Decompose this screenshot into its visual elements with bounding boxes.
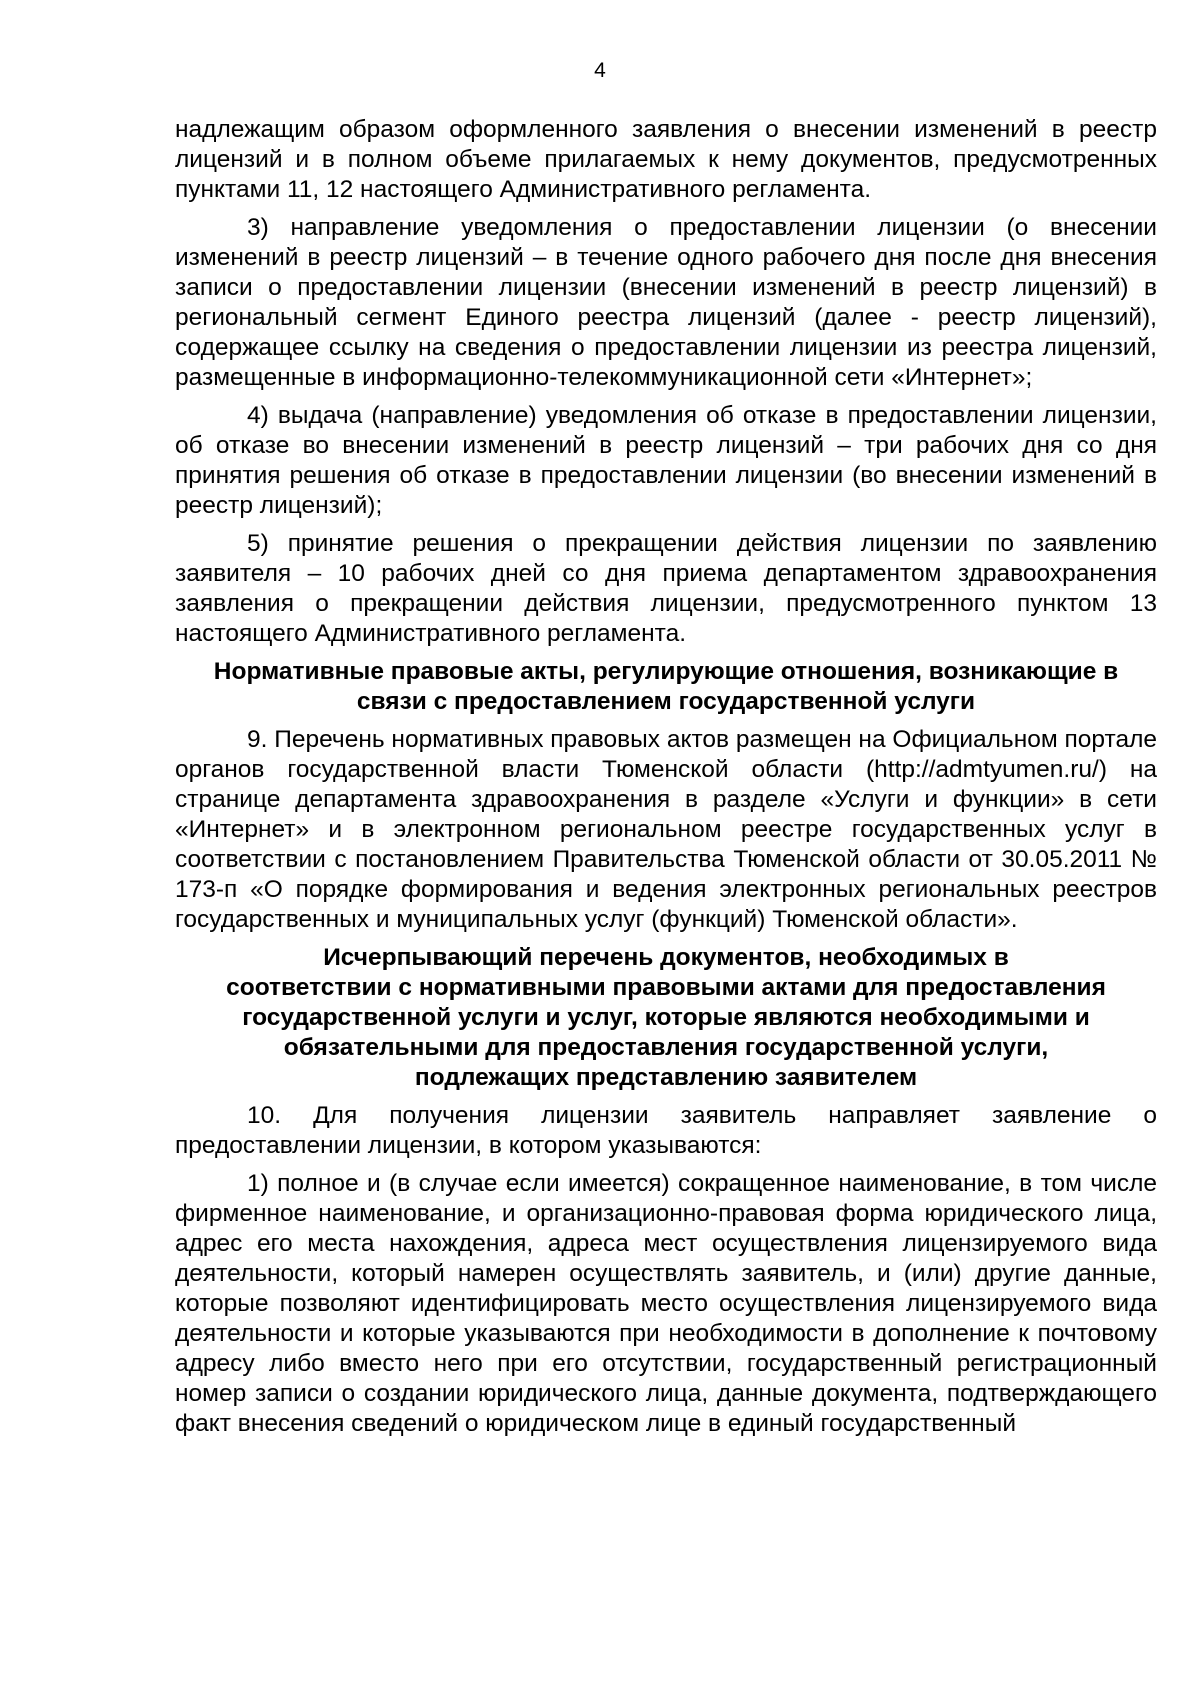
section-heading-line: подлежащих представлению заявителем — [414, 1064, 918, 1091]
paragraph: надлежащим образом оформленного заявления о внесении изменений в реестр лицензий и в полном объеме прилагаемых к нему документов, предусмотренных пунктами 11, 12 настоящего Административного регламента. — [175, 116, 1157, 203]
paragraph: 9. Перечень нормативных правовых актов размещен на Официальном портале органов государственной власти Тюменской области (http://admtyumen.ru/) на странице департамента здравоохранения в разделе «Услуги и функции» в сети «Интернет» и в электронном региональном реестре государственных услуг в соответствии с постановлением Правительства Тюменской области от 30.05.2011 № 173-п «О порядке формирования и ведения электронных региональных реестров государственных и муниципальных услуг (функций) Тюменской области». — [175, 726, 1157, 933]
paragraph: 3) направление уведомления о предоставлении лицензии (о внесении изменений в реестр лицензий – в течение одного рабочего дня после дня внесения записи о предоставлении лицензии (внесении изменений в реестр лицензий) в региональный сегмент Единого реестра лицензий (далее - реестр лицензий), содержащее ссылку на сведения о предоставлении лицензии из реестра лицензий, размещенные в информационно-телекоммуникационной сети «Интернет»; — [175, 214, 1157, 391]
paragraph: 1) полное и (в случае если имеется) сокращенное наименование, в том числе фирменное наименование, и организационно-правовая форма юридического лица, адрес его места нахождения, адреса мест осуществления лицензируемого вида деятельности, который намерен осуществлять заявитель, и (или) другие данные, которые позволяют идентифицировать место осуществления лицензируемого вида деятельности и которые указываются при необходимости в дополнение к почтовому адресу либо вместо него при его отсутствии, государственный регистрационный номер записи о создании юридического лица, данные документа, подтверждающего факт внесения сведений о юридическом лице в единый государственный — [175, 1170, 1157, 1437]
paragraph: 4) выдача (направление) уведомления об отказе в предоставлении лицензии, об отказе во внесении изменений в реестр лицензий – три рабочих дня со дня принятия решения об отказе в предоставлении лицензии (во внесении изменений в реестр лицензий); — [175, 402, 1157, 519]
section-heading-line: связи с предоставлением государственной услуги — [356, 688, 976, 715]
document-body — [175, 115, 1157, 1447]
section-heading-line: государственной услуги и услуг, которые являются необходимыми и — [242, 1004, 1090, 1031]
section-heading-line: Исчерпывающий перечень документов, необходимых в — [323, 944, 1009, 971]
section-heading — [175, 943, 1157, 1093]
page-number: 4 — [594, 59, 606, 82]
paragraph: 5) принятие решения о прекращении действия лицензии по заявлению заявителя – 10 рабочих дней со дня приема департаментом здравоохранения заявления о прекращении действия лицензии, предусмотренного пунктом 13 настоящего Административного регламента. — [175, 530, 1157, 647]
paragraph: 10. Для получения лицензии заявитель направляет заявление о предоставлении лицензии, в котором указываются: — [175, 1102, 1157, 1159]
section-heading — [175, 657, 1157, 717]
section-heading-line: обязательными для предоставления государственной услуги, — [283, 1034, 1049, 1061]
section-heading-line: Нормативные правовые акты, регулирующие отношения, возникающие в — [213, 658, 1119, 685]
section-heading-line: соответствии с нормативными правовыми актами для предоставления — [226, 974, 1106, 1001]
